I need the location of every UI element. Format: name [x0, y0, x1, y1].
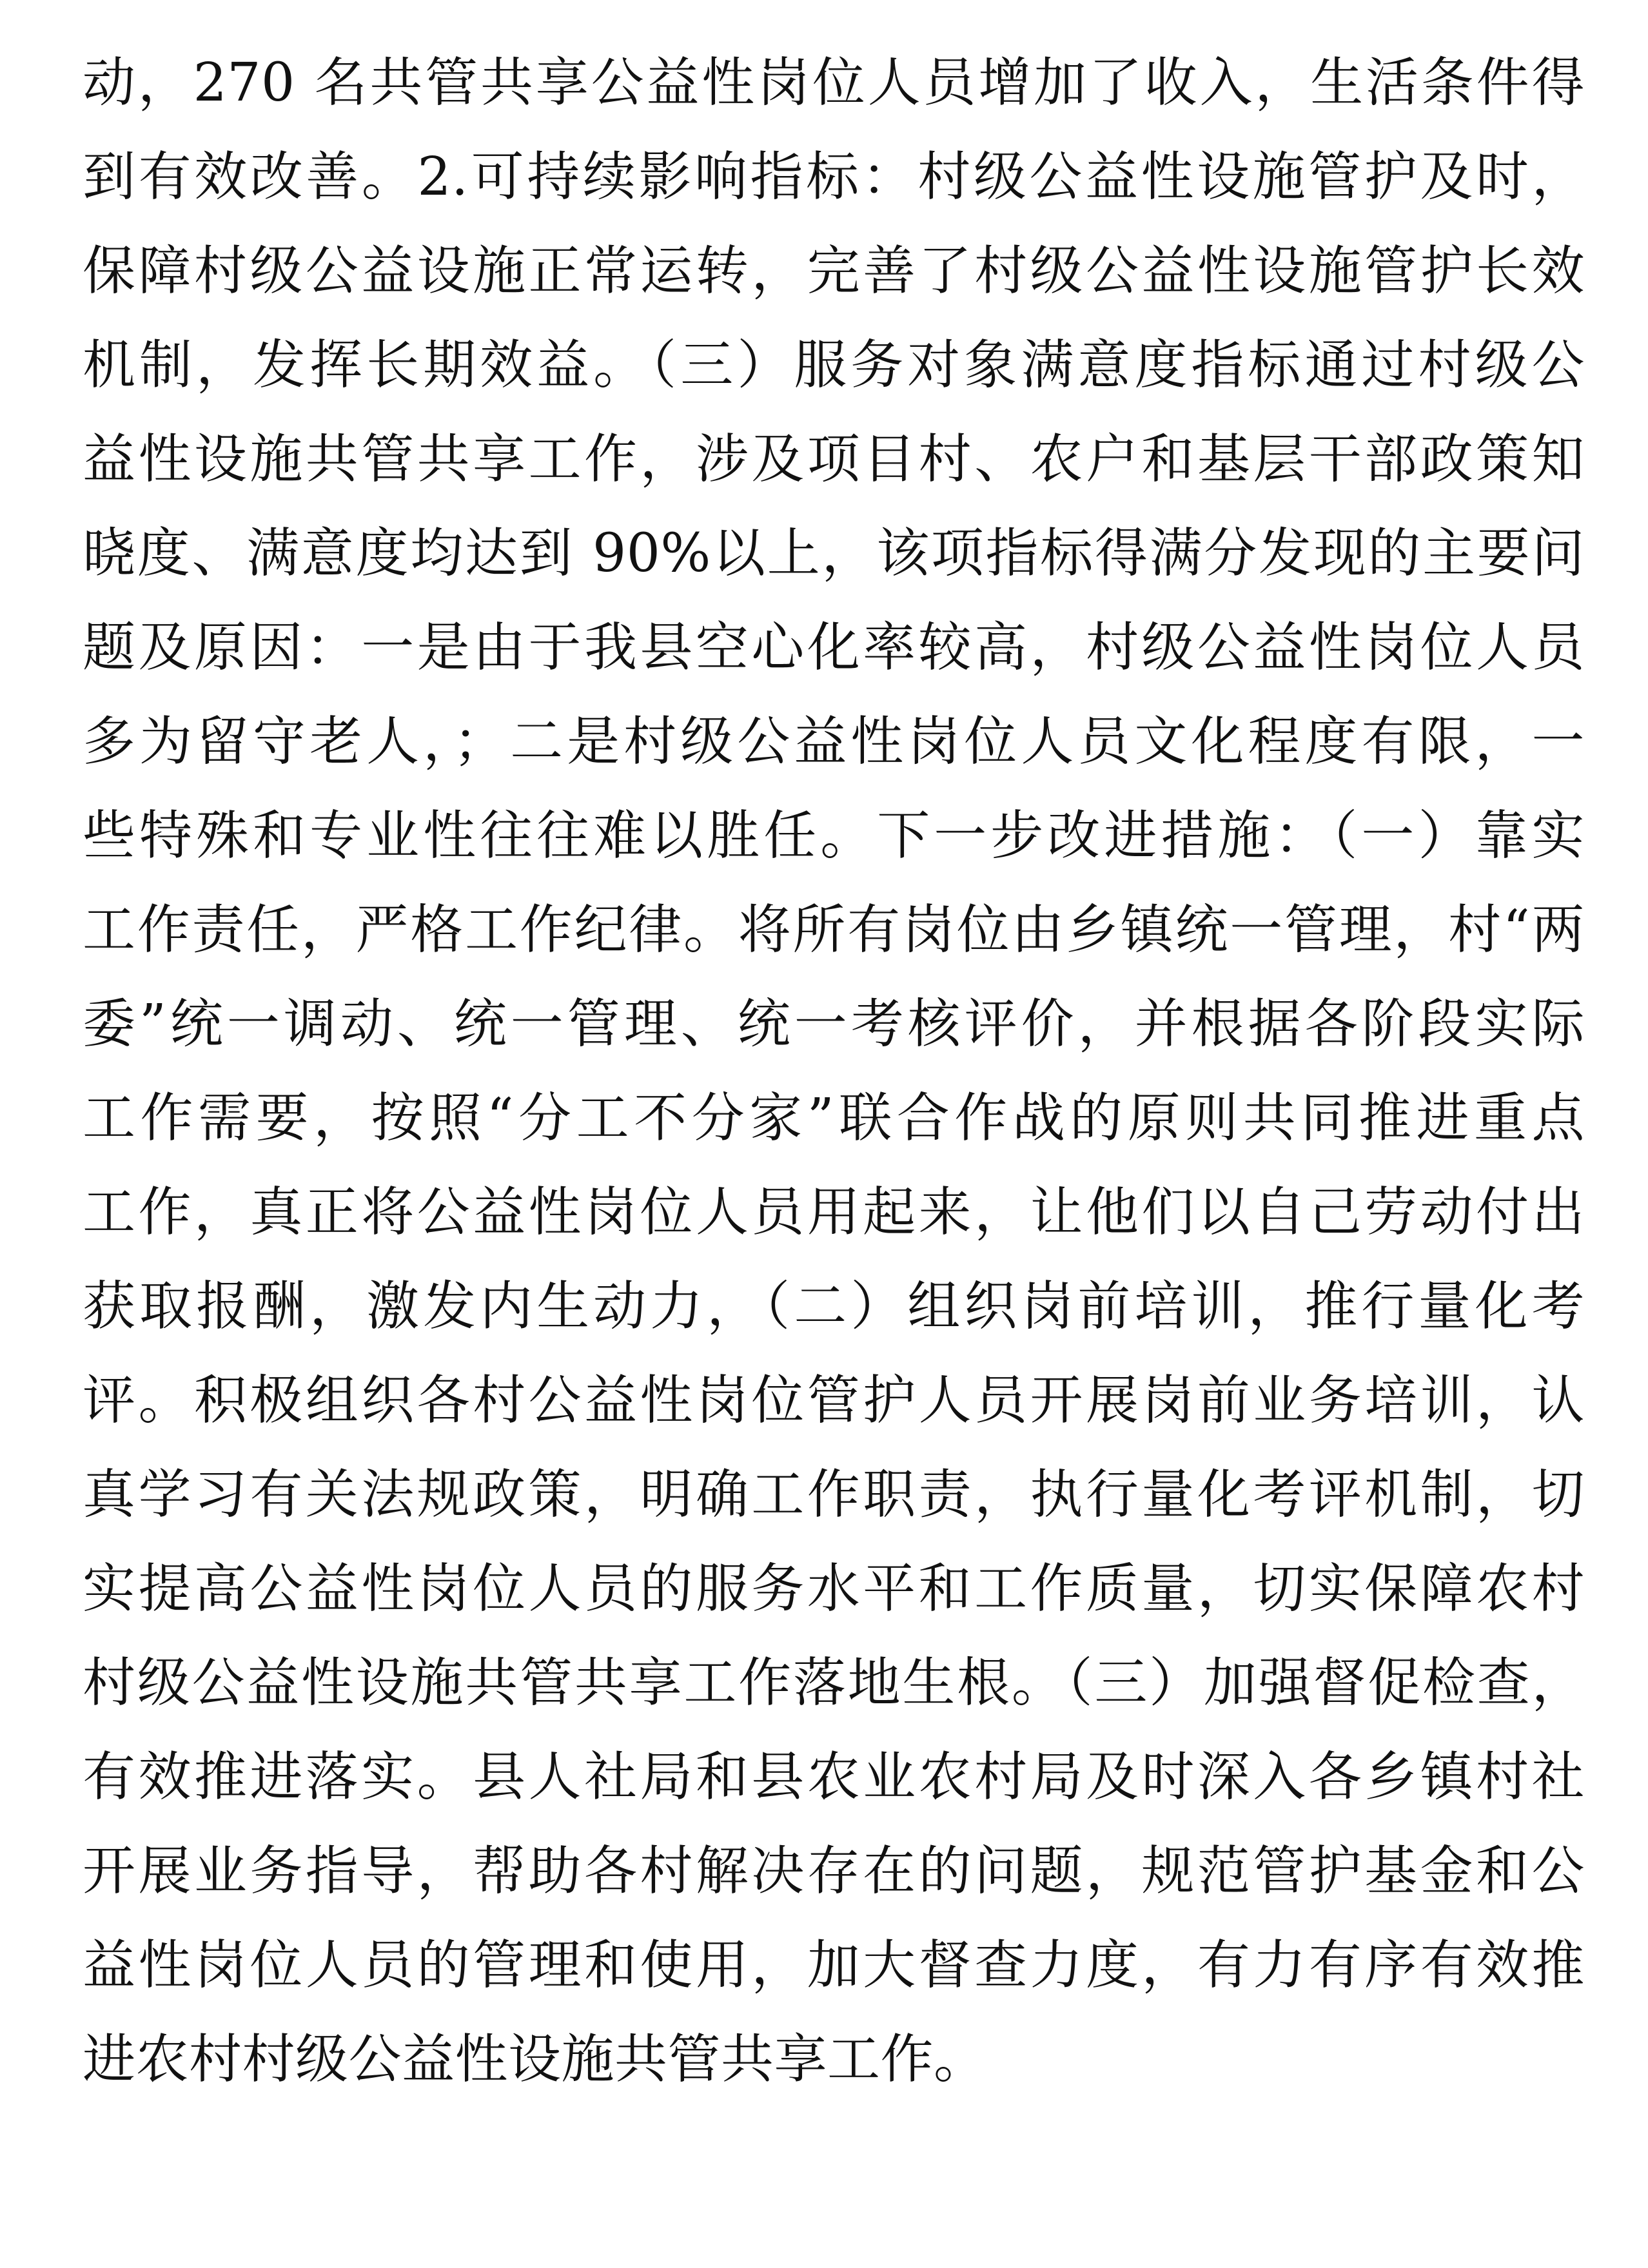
text-line: 获取报酬，激发内生动力，（二）组织岗前培训，推行量化考 [83, 1276, 1585, 1337]
text-line: 保障村级公益设施正常运转，完善了村级公益性设施管护长效 [83, 240, 1585, 302]
text-line: 晓度、满意度均达到 90%以上，该项指标得满分发现的主要问 [83, 523, 1585, 584]
text-line: 真学习有关法规政策，明确工作职责，执行量化考评机制，切 [83, 1464, 1585, 1525]
text-line: 益性设施共管共享工作，涉及项目村、农户和基层干部政策知 [83, 429, 1585, 490]
text-line: 村级公益性设施共管共享工作落地生根。（三）加强督促检查， [83, 1652, 1585, 1714]
text-line: 进农村村级公益性设施共管共享工作。 [83, 2029, 987, 2090]
text-line: 实提高公益性岗位人员的服务水平和工作质量，切实保障农村 [83, 1558, 1585, 1619]
text-line: 委”统一调动、统一管理、统一考核评价，并根据各阶段实际 [83, 993, 1585, 1055]
text-line: 动，270 名共管共享公益性岗位人员增加了收入，生活条件得 [83, 52, 1585, 113]
text-line: 工作责任，严格工作纪律。将所有岗位由乡镇统一管理，村“两 [83, 899, 1585, 961]
text-line: 题及原因：一是由于我县空心化率较高，村级公益性岗位人员 [83, 617, 1585, 678]
text-line: 些特殊和专业性往往难以胜任。下一步改进措施：（一）靠实 [83, 805, 1585, 866]
text-line: 到有效改善。2.可持续影响指标：村级公益性设施管护及时， [83, 146, 1585, 208]
text-line: 有效推进落实。县人社局和县农业农村局及时深入各乡镇村社 [83, 1746, 1585, 1808]
text-line: 益性岗位人员的管理和使用，加大督查力度，有力有序有效推 [83, 1935, 1585, 1996]
text-line: 评。积极组织各村公益性岗位管护人员开展岗前业务培训，认 [83, 1370, 1585, 1431]
text-line: 工作，真正将公益性岗位人员用起来，让他们以自己劳动付出 [83, 1182, 1585, 1243]
text-line: 开展业务指导，帮助各村解决存在的问题，规范管护基金和公 [83, 1841, 1585, 1902]
text-line: 机制，发挥长期效益。（三）服务对象满意度指标通过村级公 [83, 335, 1585, 396]
text-line: 工作需要，按照“分工不分家”联合作战的原则共同推进重点 [83, 1088, 1585, 1149]
text-line: 多为留守老人，；二是村级公益性岗位人员文化程度有限，一 [83, 711, 1585, 772]
body-text [83, 36, 1585, 2107]
